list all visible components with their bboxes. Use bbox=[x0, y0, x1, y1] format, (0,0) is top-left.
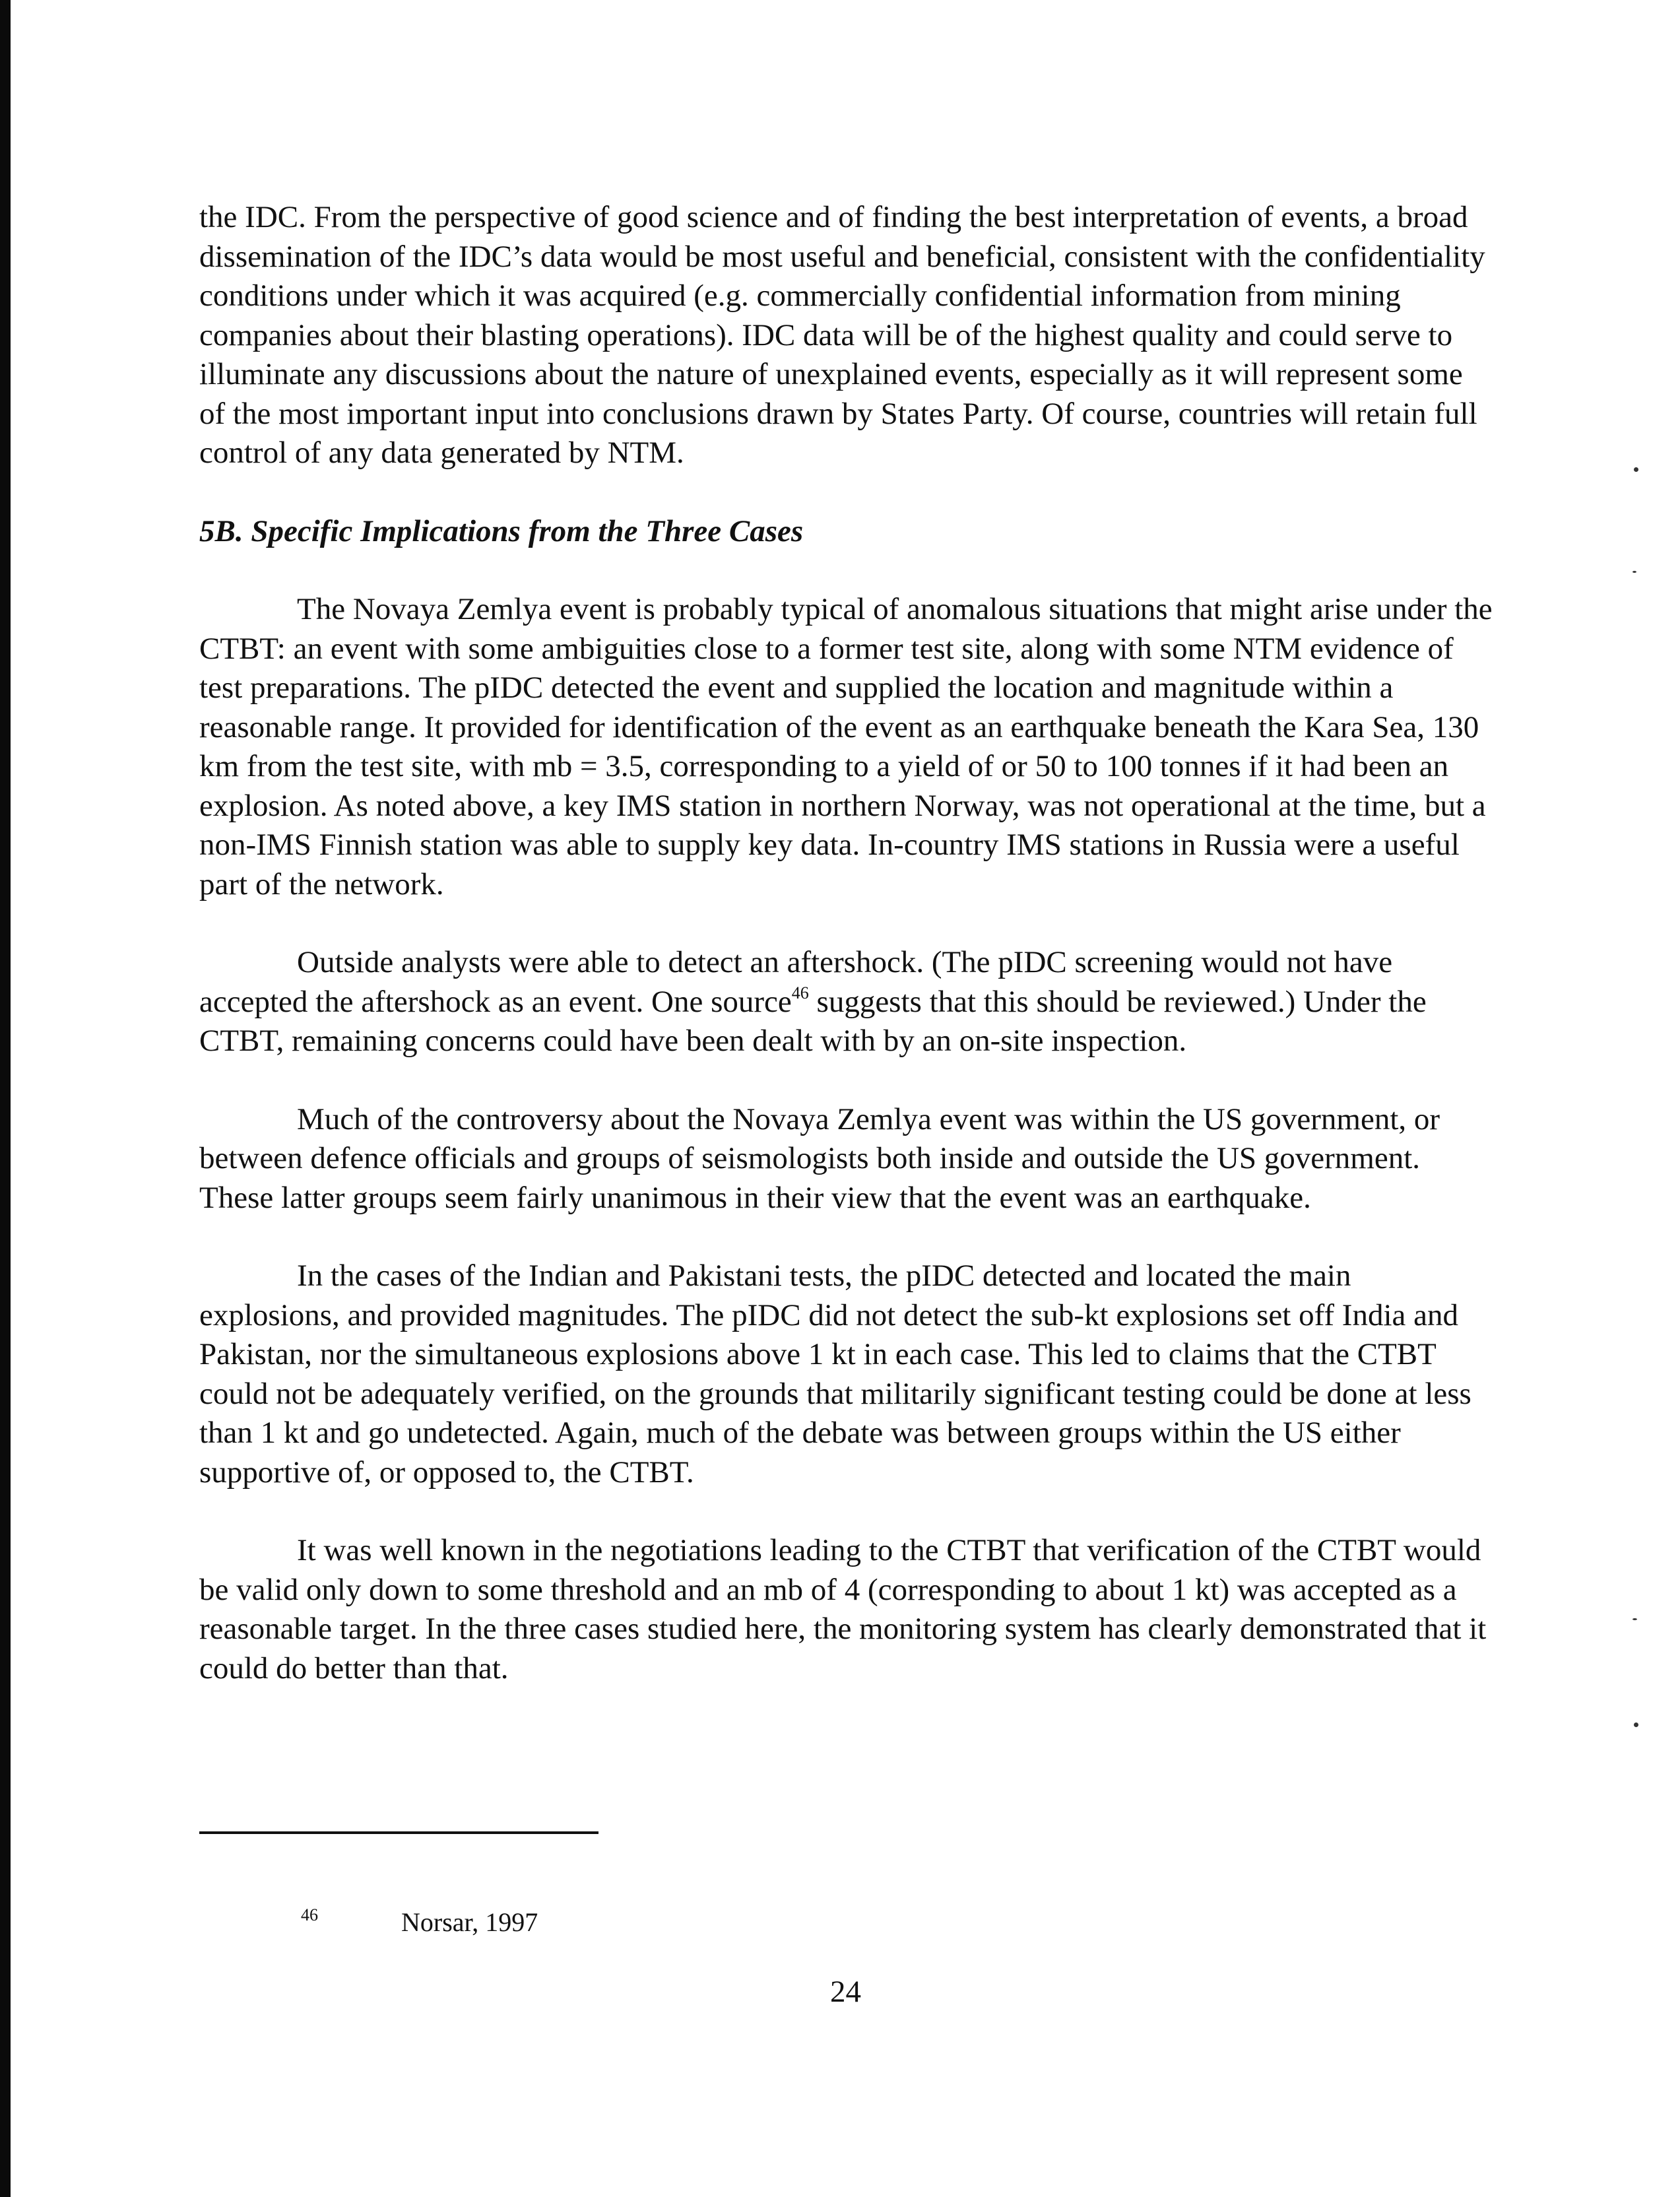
paragraph-india-pakistan: In the cases of the Indian and Pakistani tests, the pIDC detected and located the main explosions, and provided magnitudes. The pIDC did not detect the sub-kt explosions set off India and Pakistan, nor the simultaneous explosions above 1 kt in each case. This led to claims that the CTBT could not be adequately verified, on the grounds that militarily significant testing could be done at less than 1 kt and go undetected. Again, much of the debate was between groups within the US either supportive of, or opposed to, the CTBT. bbox=[199, 1259, 1471, 1490]
page-number: 24 bbox=[830, 1975, 861, 2009]
footnote-reference[interactable]: 46 bbox=[791, 983, 809, 1002]
footnote bbox=[301, 1899, 538, 1938]
paragraph-aftershock-text-1: Outside analysts were able to detect an aftershock. (The pIDC screening would not have accepted the aftershock as an event. One source bbox=[199, 945, 1393, 1019]
section-heading: 5B. Specific Implications from the Three Cases bbox=[199, 513, 804, 548]
scan-edge-bar bbox=[0, 0, 11, 2197]
scan-speck bbox=[1634, 467, 1638, 472]
paragraph-novaya-zemlya: The Novaya Zemlya event is probably typical of anomalous situations that might arise under the CTBT: an event with some ambiguities close to a former test site, along with some NTM evidence of test preparations. The pIDC detected the event and supplied the location and magnitude within a reasonable range. It provided for identification of the event as an earthquake beneath the Kara Sea, 130 km from the test site, with mb = 3.5, corresponding to a yield of or 50 to 100 tonnes if it had been an explosion. As noted above, a key IMS station in northern Norway, was not operational at the time, but a non-IMS Finnish station was able to supply key data. In-country IMS stations in Russia were a useful part of the network. bbox=[199, 592, 1493, 902]
paragraph-idc-data: the IDC. From the perspective of good science and of finding the best interpretation of events, a broad dissemination of the IDC’s data would be most useful and beneficial, consistent with the confidentiality conditions under which it was acquired (e.g. commercially confidential information from mining companies about their blasting operations). IDC data will be of the highest quality and could serve to illuminate any discussions about the nature of unexplained events, especially as it will represent some of the most important input into conclusions drawn by States Party. Of course, countries will retain full control of any data generated by NTM. bbox=[199, 200, 1485, 470]
footnote-number: 46 bbox=[301, 1905, 318, 1924]
paragraph-verification-threshold: It was well known in the negotiations leading to the CTBT that verification of the CTBT would be valid only down to some threshold and an mb of 4 (corresponding to about 1 kt) was accepted as a reasonable target. In the three cases studied here, the monitoring system has clearly demonstrated that it could do better than that. bbox=[199, 1533, 1487, 1686]
paragraph-aftershock bbox=[199, 943, 1493, 1061]
paragraph-controversy: Much of the controversy about the Novaya Zemlya event was within the US government, or between defence officials and groups of seismologists both inside and outside the US government. These latter groups seem fairly unanimous in their view that the event was an earthquake. bbox=[199, 1101, 1440, 1215]
footnote-text: Norsar, 1997 bbox=[401, 1907, 538, 1937]
page-body bbox=[199, 198, 1493, 1688]
scan-speck bbox=[1632, 571, 1636, 573]
scan-speck bbox=[1634, 1722, 1638, 1727]
footnote-divider bbox=[199, 1831, 598, 1834]
paragraph-aftershock-text-2: suggests that this should be reviewed.) Under the CTBT, remaining concerns could have been dealt with by an on-site inspection. bbox=[199, 984, 1427, 1058]
scan-speck bbox=[1632, 1618, 1637, 1620]
